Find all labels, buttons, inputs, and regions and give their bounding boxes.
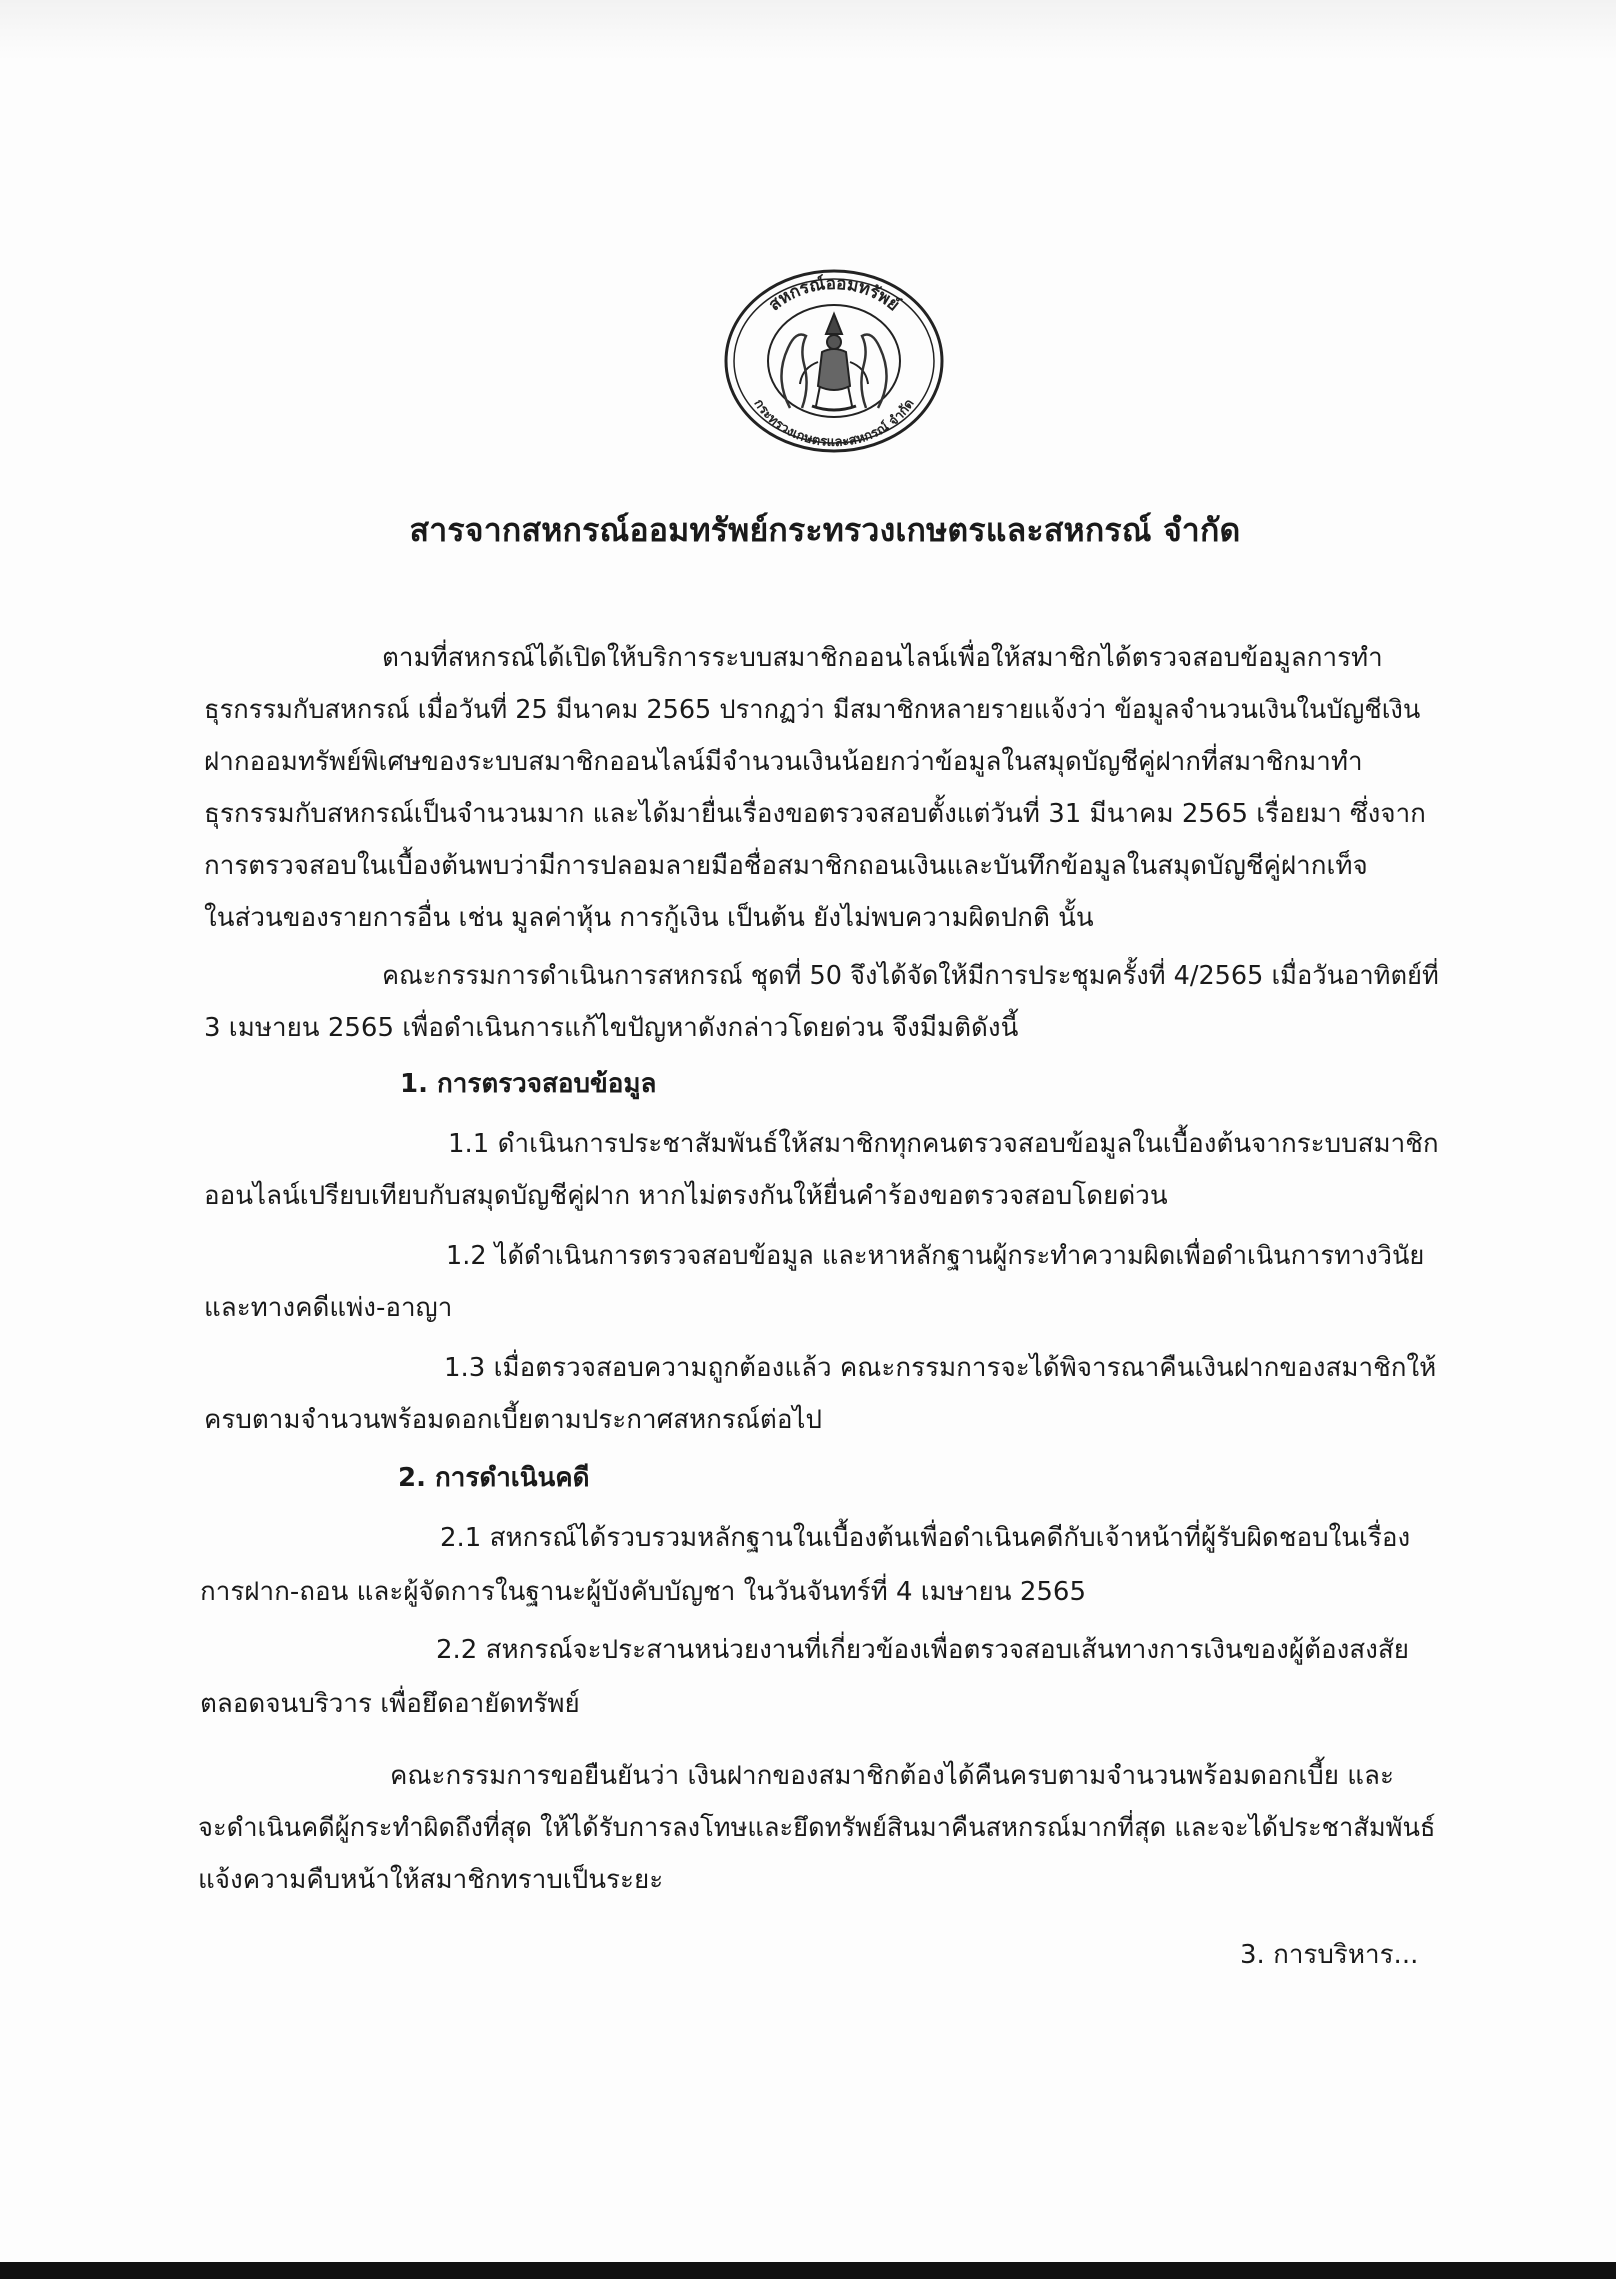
seal-deity-figure-icon — [800, 314, 868, 410]
para3-line-1: คณะกรรมการขอยืนยันว่า เงินฝากของสมาชิกต้องได้คืนครบตามจำนวนพร้อมดอกเบี้ย และ — [390, 1761, 1394, 1791]
para1-line-6: ในส่วนของรายการอื่น เช่น มูลค่าหุ้น การกู้เงิน เป็นต้น ยังไม่พบความผิดปกติ นั้น — [204, 903, 1094, 933]
para2-line-2: 3 เมษายน 2565 เพื่อดำเนินการแก้ไขปัญหาดังกล่าวโดยด่วน จึงมีมติดังนี้ — [204, 1013, 1019, 1043]
seal-top-text: สหกรณ์ออมทรัพย์ — [764, 273, 904, 316]
section2-item2-line-1: 2.2 สหกรณ์จะประสานหน่วยงานที่เกี่ยวข้องเพื่อตรวจสอบเส้นทางการเงินของผู้ต้องสงสัย — [436, 1635, 1409, 1665]
para3-line-2: จะดำเนินคดีผู้กระทำผิดถึงที่สุด ให้ได้รับการลงโทษและยึดทรัพย์สินมาคืนสหกรณ์มากที่สุด และจะได้ประชาสัมพันธ์ — [198, 1813, 1436, 1843]
section2-item1-line-2: การฝาก-ถอน และผู้จัดการในฐานะผู้บังคับบัญชา ในวันจันทร์ที่ 4 เมษายน 2565 — [200, 1577, 1086, 1607]
section1-item2-line-1: 1.2 ได้ดำเนินการตรวจสอบข้อมูล และหาหลักฐานผู้กระทำความผิดเพื่อดำเนินการทางวินัย — [446, 1241, 1425, 1271]
cooperative-seal-logo — [722, 268, 946, 454]
document-title: สารจากสหกรณ์ออมทรัพย์กระทรวงเกษตรและสหกรณ์ จำกัด — [409, 511, 1241, 549]
svg-text:กระทรวงเกษตรและสหกรณ์ จำกัด — [751, 397, 918, 450]
section1-item1-line-2: ออนไลน์เปรียบเทียบกับสมุดบัญชีคู่ฝาก หากไม่ตรงกันให้ยื่นคำร้องขอตรวจสอบโดยด่วน — [204, 1181, 1168, 1211]
section2-item2-line-2: ตลอดจนบริวาร เพื่อยึดอายัดทรัพย์ — [200, 1689, 580, 1719]
section1-item3-line-2: ครบตามจำนวนพร้อมดอกเบี้ยตามประกาศสหกรณ์ต่อไป — [204, 1405, 823, 1435]
section1-heading: 1. การตรวจสอบข้อมูล — [400, 1069, 657, 1099]
scan-shadow-top — [0, 0, 1616, 60]
seal-bottom-text: กระทรวงเกษตรและสหกรณ์ จำกัด — [750, 396, 918, 451]
para1-line-5: การตรวจสอบในเบื้องต้นพบว่ามีการปลอมลายมือชื่อสมาชิกถอนเงินและบันทึกข้อมูลในสมุดบัญชีคู่ฝากเท็จ — [204, 851, 1368, 881]
para1-line-3: ฝากออมทรัพย์พิเศษของระบบสมาชิกออนไลน์มีจำนวนเงินน้อยกว่าข้อมูลในสมุดบัญชีคู่ฝากที่สมาชิกมาทำ — [204, 747, 1363, 777]
section2-heading: 2. การดำเนินคดี — [398, 1463, 590, 1493]
section1-item2-line-2: และทางคดีแพ่ง-อาญา — [204, 1293, 453, 1323]
continued-next-page: 3. การบริหาร... — [1240, 1940, 1419, 1970]
para1-line-2: ธุรกรรมกับสหกรณ์ เมื่อวันที่ 25 มีนาคม 2565 ปรากฏว่า มีสมาชิกหลายรายแจ้งว่า ข้อมูลจำนวนเงินในบัญชีเงิน — [204, 695, 1421, 725]
section1-item3-line-1: 1.3 เมื่อตรวจสอบความถูกต้องแล้ว คณะกรรมการจะได้พิจารณาคืนเงินฝากของสมาชิกให้ — [444, 1353, 1437, 1383]
para3-line-3: แจ้งความคืบหน้าให้สมาชิกทราบเป็นระยะ — [198, 1865, 664, 1895]
section2-item1-line-1: 2.1 สหกรณ์ได้รวบรวมหลักฐานในเบื้องต้นเพื่อดำเนินคดีกับเจ้าหน้าที่ผู้รับผิดชอบในเรื่อง — [440, 1523, 1411, 1553]
scan-edge-bottom — [0, 2262, 1616, 2279]
para1-line-1: ตามที่สหกรณ์ได้เปิดให้บริการระบบสมาชิกออนไลน์เพื่อให้สมาชิกได้ตรวจสอบข้อมูลการทำ — [382, 643, 1383, 673]
section1-item1-line-1: 1.1 ดำเนินการประชาสัมพันธ์ให้สมาชิกทุกคนตรวจสอบข้อมูลในเบื้องต้นจากระบบสมาชิก — [448, 1129, 1439, 1159]
para1-line-4: ธุรกรรมกับสหกรณ์เป็นจำนวนมาก และได้มายื่นเรื่องขอตรวจสอบตั้งแต่วันที่ 31 มีนาคม 2565 เรื่อยมา ซึ่งจาก — [204, 799, 1426, 829]
para2-line-1: คณะกรรมการดำเนินการสหกรณ์ ชุดที่ 50 จึงได้จัดให้มีการประชุมครั้งที่ 4/2565 เมื่อวันอาทิตย์ที่ — [382, 961, 1439, 991]
